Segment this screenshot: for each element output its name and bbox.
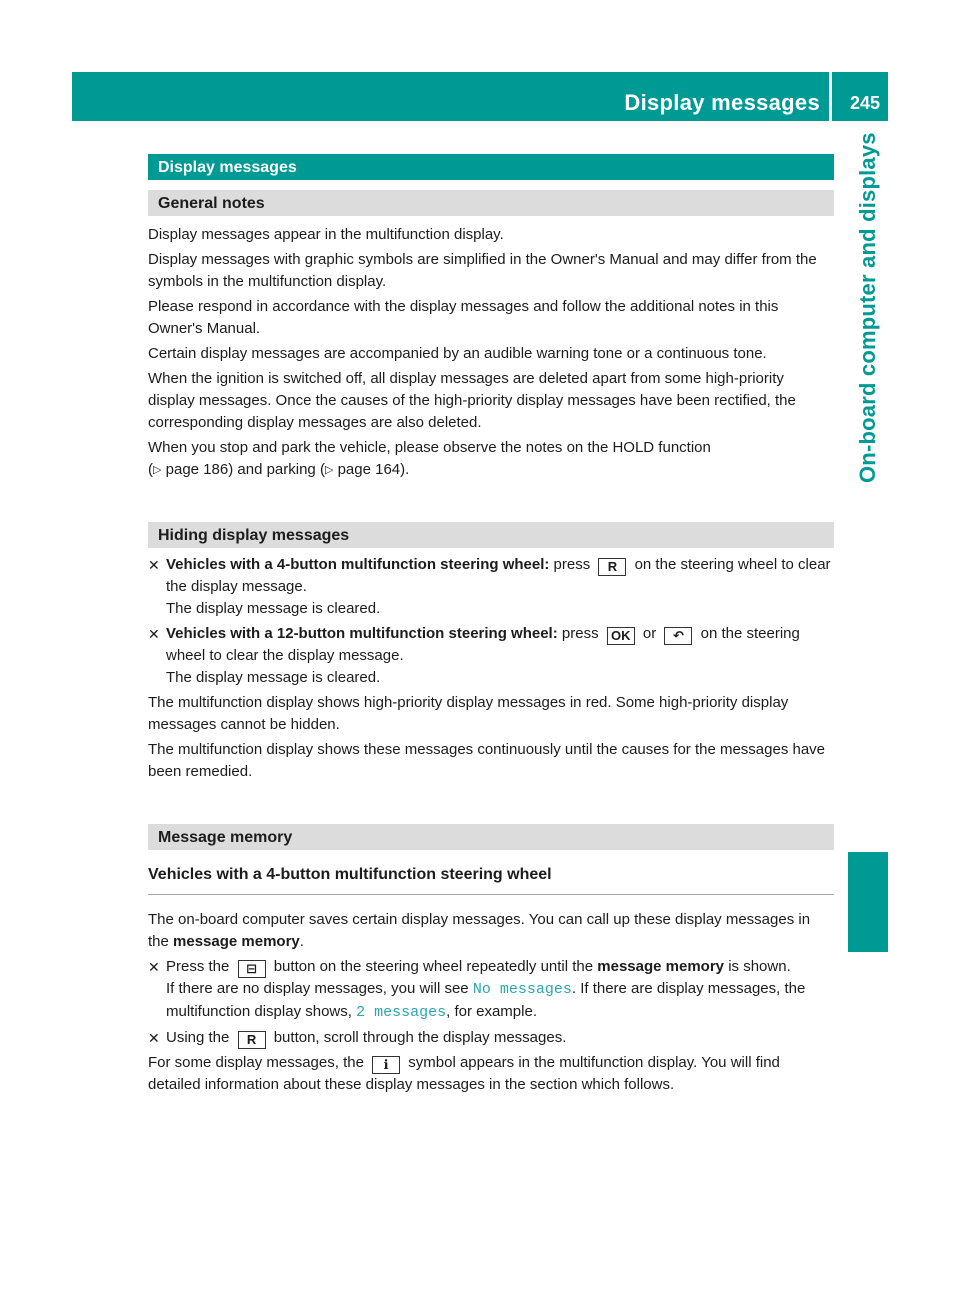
chapter-tab [848, 132, 888, 952]
memory-step-1: ✕ Press the ⊟ button on the steering wheel repeatedly until the message memory is shown. If there are no display messages, you will see No messages. If there are display messages, the multifunction display shows, 2 messages, for example. [148, 956, 834, 1024]
page-link-164[interactable]: page 164 [337, 461, 401, 478]
general-notes-p2: Display messages with graphic symbols are simplified in the Owner's Manual and may differ from the symbols in the multifunction display. [148, 251, 817, 290]
page-reference-icon: ▷ [153, 464, 162, 476]
message-memory-subheading: Vehicles with a 4-button multifunction steering wheel [148, 864, 834, 895]
page-link-186[interactable]: page 186 [165, 461, 229, 478]
back-button-icon: ↶ [664, 627, 692, 645]
step-arrow-icon: ✕ [148, 1030, 160, 1046]
display-text-2-messages: 2 messages [356, 1004, 447, 1021]
step-arrow-icon: ✕ [148, 959, 160, 975]
page-header [72, 72, 888, 121]
general-notes-heading: General notes [148, 190, 834, 216]
page-content [148, 154, 834, 1099]
info-symbol-icon: ℹ [372, 1056, 400, 1074]
hiding-step-2-result: The display message is cleared. [166, 669, 381, 686]
hiding-p2: The multifunction display shows these messages continuously until the causes for the messages have been remedied. [148, 741, 826, 780]
step-arrow-icon: ✕ [148, 626, 160, 642]
header-divider [829, 72, 832, 121]
memory-p2: For some display messages, the ℹ symbol appears in the multifunction display. You will find detailed information about these display messages in the section which follows. [148, 1054, 780, 1093]
general-notes-p5: When the ignition is switched off, all display messages are deleted apart from some high-priority display messages. Once the causes of the high-priority display messages have been rectified, the corresponding display messages are also deleted. [148, 370, 796, 431]
memory-step-1-result: If there are no display messages, you will see No messages. If there are display messages, the multifunction display shows, 2 messages, for example. [166, 980, 806, 1021]
hiding-messages-heading: Hiding display messages [148, 522, 834, 548]
general-notes-p6: When you stop and park the vehicle, please observe the notes on the HOLD function (▷ page 186) and parking (▷ page 164). [148, 439, 711, 478]
memory-step-2: ✕ Using the R button, scroll through the display messages. [148, 1029, 567, 1047]
page-reference-icon: ▷ [324, 464, 334, 476]
chapter-marker [848, 852, 888, 952]
chapter-label: On-board computer and displays [855, 132, 880, 483]
menu-button-icon: ⊟ [238, 960, 266, 978]
ok-button-icon: OK [607, 627, 635, 645]
hiding-step-1-result: The display message is cleared. [166, 600, 381, 617]
display-text-no-messages: No messages [472, 981, 572, 998]
general-notes-p4: Certain display messages are accompanied by an audible warning tone or a continuous tone. [148, 345, 767, 362]
hiding-step-2: ✕ Vehicles with a 12-button multifunction steering wheel: press OK or ↶ on the steering wheel to clear the display message. The display message is cleared. [148, 623, 834, 689]
page-number: 245 [849, 93, 880, 113]
step-arrow-icon: ✕ [148, 557, 160, 573]
scroll-button-icon: R [238, 1031, 266, 1049]
general-notes-p3: Please respond in accordance with the display messages and follow the additional notes in this Owner's Manual. [148, 298, 779, 337]
hiding-step-1: ✕ Vehicles with a 4-button multifunction steering wheel: press R on the steering wheel to clear the display message. The display message is cleared. [148, 554, 834, 620]
hiding-p1: The multifunction display shows high-priority display messages in red. Some high-priority display messages cannot be hidden. [148, 694, 789, 733]
scroll-button-icon: R [598, 558, 626, 576]
section-title: Display messages [148, 154, 834, 180]
memory-p1: The on-board computer saves certain display messages. You can call up these display messages in the message memory. [148, 911, 811, 950]
message-memory-heading: Message memory [148, 824, 834, 850]
header-title: Display messages [624, 90, 820, 115]
general-notes-p1: Display messages appear in the multifunction display. [148, 226, 504, 243]
